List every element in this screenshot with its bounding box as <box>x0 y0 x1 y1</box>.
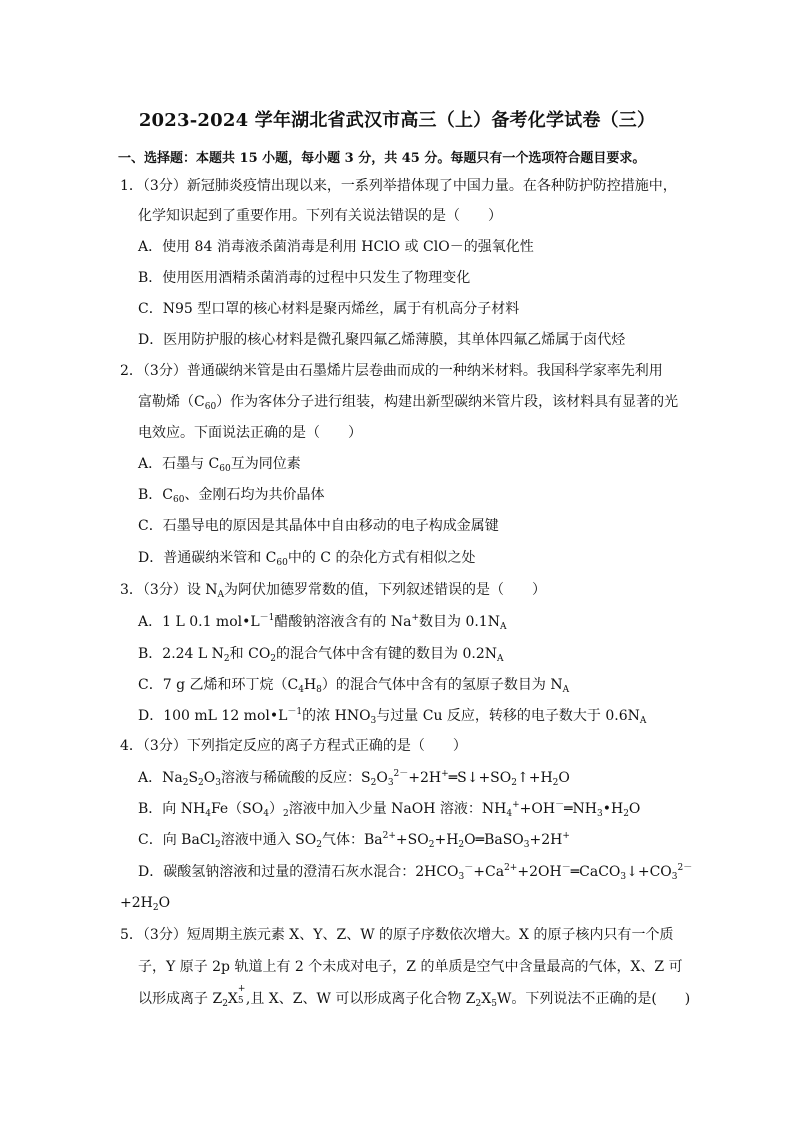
q1-option-d: D．医用防护服的核心材料是微孔聚四氟乙烯薄膜，其单体四氟乙烯属于卤代烃 <box>138 332 626 348</box>
q4-option-d: D．碳酸氢钠溶液和过量的澄清石灰水混合：$2HCO_3^-+Ca^{2+}+2OH^-═CaCO_3↓+CO_3^{2-}$ <box>138 863 693 882</box>
q4-stem: 4．（3分）下列指定反应的离子方程式正确的是（ ） <box>120 738 467 754</box>
q5-stem-line-2: 子，Y 原子 2p 轨道上有 2 个未成对电子，Z 的单质是空气中含量最高的气体，X、Z 可 <box>138 959 683 975</box>
q2-option-a: A．石墨与 $C_{60}$互为同位素 <box>138 456 301 474</box>
q2-option-d: D．普通碳纳米管和 $C_{60}$中的 C 的杂化方式有相似之处 <box>138 550 476 568</box>
q2-option-b: B．$C_{60}$、金刚石均为共价晶体 <box>138 487 325 505</box>
q4-option-d-continued: $+2H_2O$ <box>120 895 171 913</box>
q5-stem-line-3: 以形成离子 $Z_2X$ + 5 ,且 X、Z、W 可以形成离子化合物 $Z_2X_5W$。下列说法不正确的是( ) <box>138 984 691 1009</box>
section-heading: 一、选择题：本题共 15 小题，每小题 3 分，共 45 分。每题只有一个选项符合题目要求。 <box>118 151 646 166</box>
q2-stem-line-1: 2．（3分）普通碳纳米管是由石墨烯片层卷曲而成的一种纳米材料。我国科学家率先利用 <box>120 363 663 379</box>
ion-charge-stack: + 5 <box>237 984 246 1006</box>
q1-stem-line-2: 化学知识起到了重要作用。下列有关说法错误的是（ ） <box>138 208 502 224</box>
q2-stem-line-3: 电效应。下面说法正确的是（ ） <box>138 425 362 441</box>
q2-stem-line-2: 富勒烯$(C_{60})$作为客体分子进行组装，构建出新型碳纳米管片段，该材料具有显著的光 <box>138 394 679 412</box>
q5-stem-line-1: 5．（3分）短周期主族元素 X、Y、Z、W 的原子序数依次增大。X 的原子核内只有一个质 <box>120 927 674 943</box>
q3-option-a: A．1 L 0.1 $mol•L^{-1}$醋酸钠溶液含有的 Na+数目为 $0.1N_A$ <box>138 613 507 632</box>
q1-option-c: C．N95 型口罩的核心材料是聚丙烯丝，属于有机高分子材料 <box>138 301 520 317</box>
q3-option-d: D．100 mL 12 $mol•L^{-1}$的浓 $HNO_3$与过量 Cu 反应，转移的电子数大于 $0.6N_A$ <box>138 707 647 726</box>
q4-option-b: B．向 $NH_4Fe(SO_4)_2$溶液中加入少量 NaOH 溶液：$NH_4^++OH^-═NH_3•H_2O$ <box>138 800 641 819</box>
q3-option-b: B．2.24 L $N_2$和 $CO_2$的混合气体中含有键的数目为 $0.2N_A$ <box>138 646 504 664</box>
q2-option-c: C．石墨导电的原因是其晶体中自由移动的电子构成金属键 <box>138 518 499 534</box>
q1-option-b: B．使用医用酒精杀菌消毒的过程中只发生了物理变化 <box>138 270 471 286</box>
q1-stem-line-1: 1．（3分）新冠肺炎疫情出现以来，一系列举措体现了中国力量。在各种防护防控措施中， <box>120 178 677 194</box>
q1-option-a: A．使用 84 消毒液杀菌消毒是利用 HClO 或 ClO－的强氧化性 <box>138 239 534 255</box>
exam-title: 2023-2024 学年湖北省武汉市高三（上）备考化学试卷（三） <box>138 110 656 131</box>
q4-option-a: A．$Na_2S_2O_3$溶液与稀硫酸的反应：$S_2O_3^{2-}+2H^+═S↓+SO_2↑+H_2O$ <box>138 769 570 788</box>
q4-option-c: C．向 BaCl$_2$溶液中通入 $SO_2$气体：$Ba^{2+}+SO_2+H_2O═BaSO_3+2H^+$ <box>138 831 570 850</box>
q3-option-c: C．7 g 乙烯和环丁烷$(C_4H_8)$的混合气体中含有的氢原子数目为 $N_A$ <box>138 677 570 695</box>
q3-stem: 3．（3分）设 $N_A$为阿伏加德罗常数的值，下列叙述错误的是（ ） <box>120 582 547 600</box>
